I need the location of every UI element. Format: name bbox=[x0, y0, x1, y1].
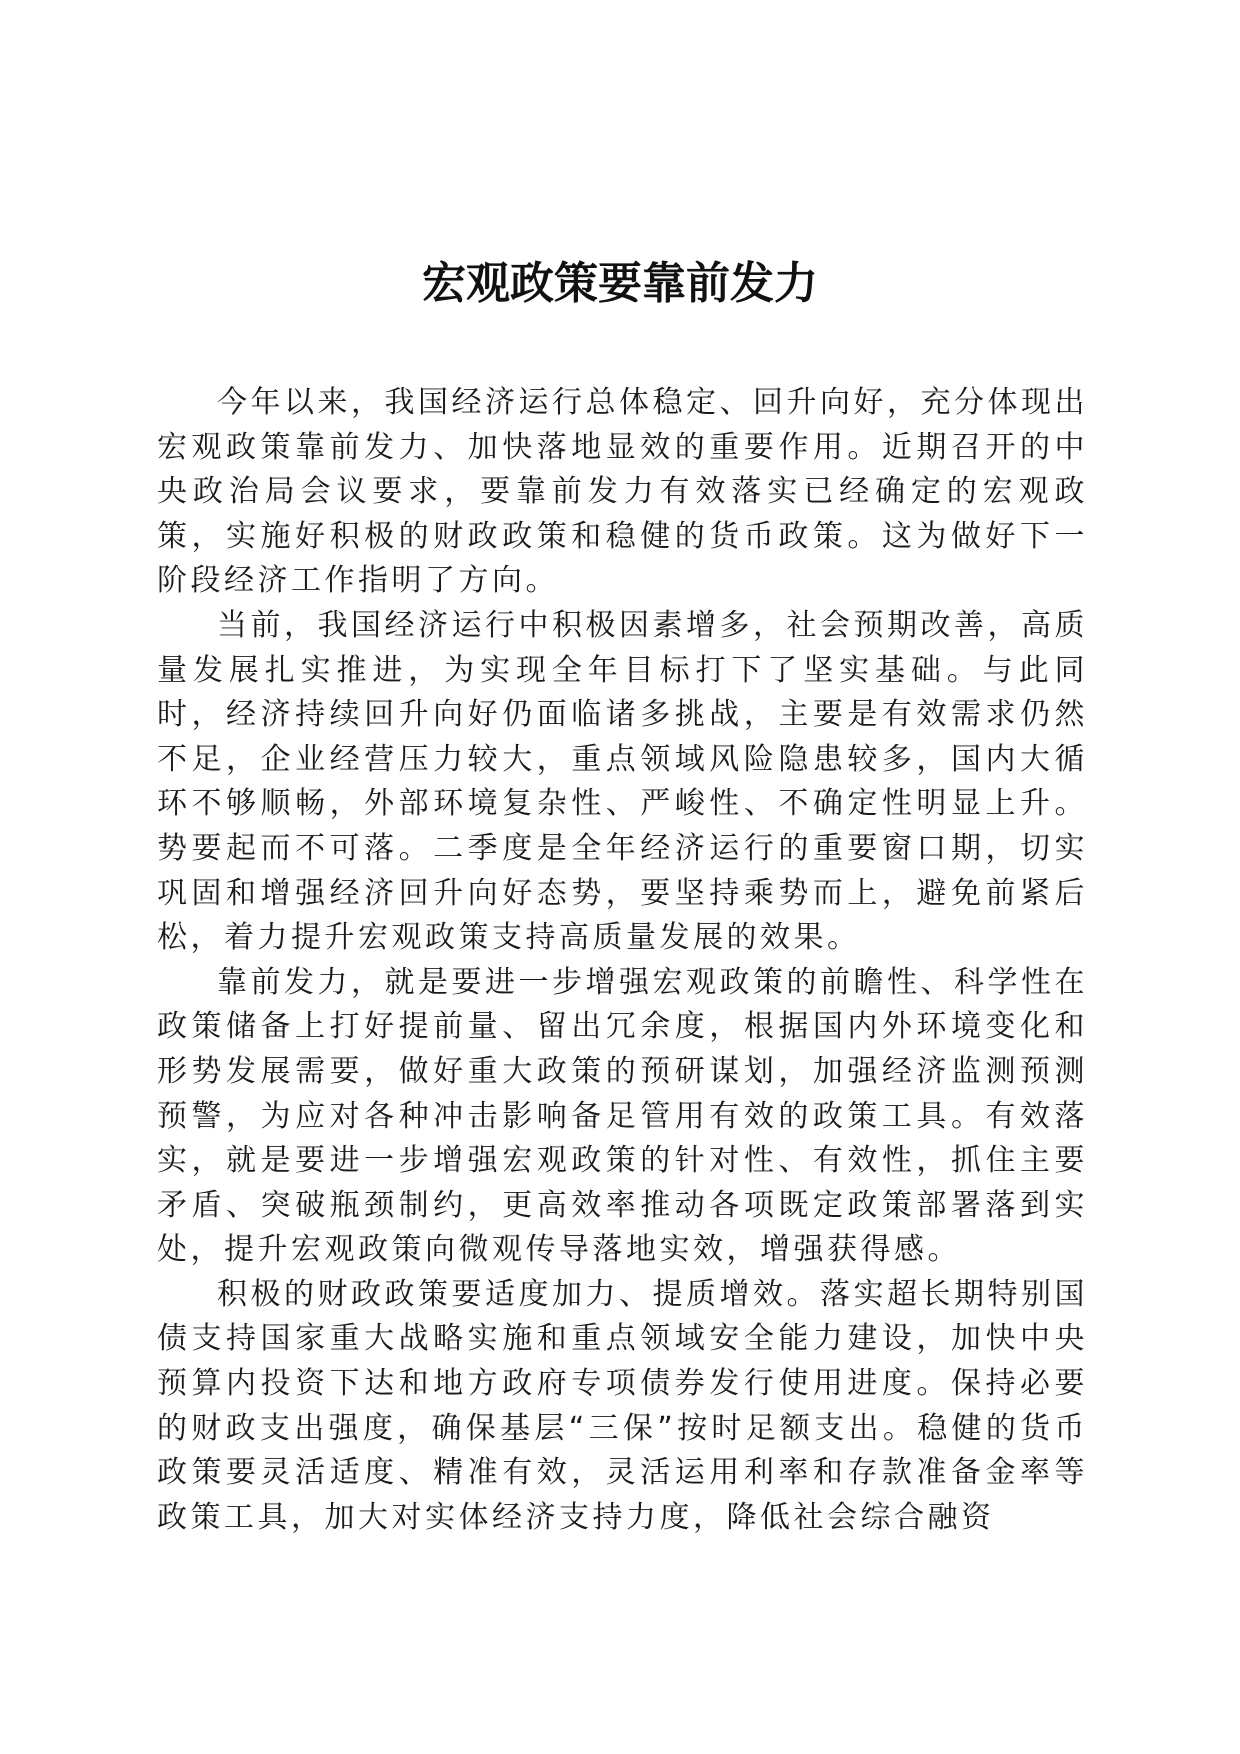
document-title: 宏观政策要靠前发力 bbox=[422, 258, 818, 309]
document-body bbox=[157, 381, 1088, 1540]
paragraph: 靠前发力，就是要进一步增强宏观政策的前瞻性、科学性在政策储备上打好提前量、留出冗余度，根据国内外环境变化和形势发展需要，做好重大政策的预研谋划，加强经济监测预测预警，为应对各种冲击影响备足管用有效的政策工具。有效落实，就是要进一步增强宏观政策的针对性、有效性，抓住主要矛盾、突破瓶颈制约，更高效率推动各项既定政策部署落到实处，提升宏观政策向微观传导落地实效，增强获得感。 bbox=[157, 964, 1088, 1268]
paragraph: 积极的财政政策要适度加力、提质增效。落实超长期特别国债支持国家重大战略实施和重点领域安全能力建设，加快中央预算内投资下达和地方政府专项债券发行使用进度。保持必要的财政支出强度，确保基层“三保”按时足额支出。稳健的货币政策要灵活适度、精准有效，灵活运用利率和存款准备金率等政策工具，加大对实体经济支持力度，降低社会综合融资 bbox=[157, 1276, 1088, 1535]
paragraph: 今年以来，我国经济运行总体稳定、回升向好，充分体现出宏观政策靠前发力、加快落地显效的重要作用。近期召开的中央政治局会议要求，要靠前发力有效落实已经确定的宏观政策，实施好积极的财政政策和稳健的货币政策。这为做好下一阶段经济工作指明了方向。 bbox=[157, 385, 1088, 599]
paragraph: 当前，我国经济运行中积极因素增多，社会预期改善，高质量发展扎实推进，为实现全年目标打下了坚实基础。与此同时，经济持续回升向好仍面临诸多挑战，主要是有效需求仍然不足，企业经营压力较大，重点领域风险隐患较多，国内大循环不够顺畅，外部环境复杂性、严峻性、不确定性明显上升。势要起而不可落。二季度是全年经济运行的重要窗口期，切实巩固和增强经济回升向好态势，要坚持乘势而上，避免前紧后松，着力提升宏观政策支持高质量发展的效果。 bbox=[157, 607, 1088, 956]
